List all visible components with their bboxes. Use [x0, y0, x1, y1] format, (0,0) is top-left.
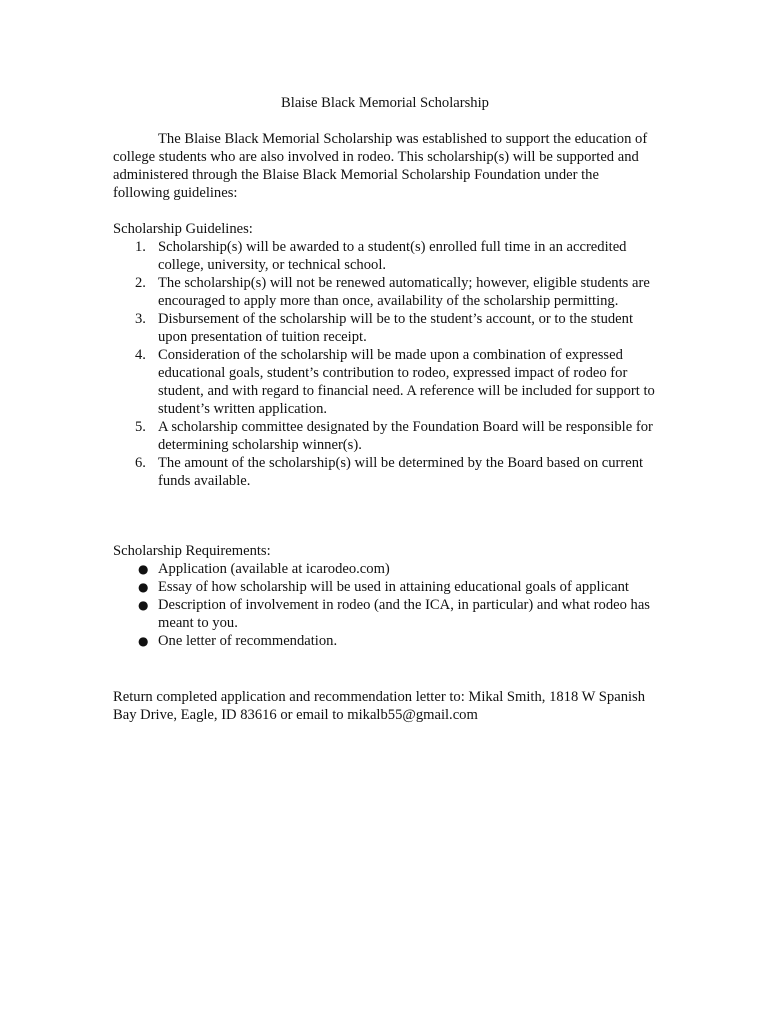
guideline-text: Scholarship(s) will be awarded to a student(s) enrolled full time in an accredited college, university, or technical school. [158, 239, 627, 273]
guideline-item [113, 454, 658, 490]
requirement-text: Description of involvement in rodeo (and the ICA, in particular) and what rodeo has meant to you. [158, 597, 650, 631]
requirement-item [113, 560, 658, 578]
guideline-text: Disbursement of the scholarship will be to the student’s account, or to the student upon presentation of tuition receipt. [158, 311, 634, 345]
requirement-item [113, 596, 658, 632]
guideline-number: 3. [135, 311, 146, 327]
bullet-icon: ● [138, 580, 149, 594]
bullet-icon: ● [138, 562, 149, 576]
guideline-text: The amount of the scholarship(s) will be determined by the Board based on current funds available. [158, 455, 644, 489]
guideline-number: 5. [135, 419, 146, 435]
guideline-item [113, 238, 658, 274]
requirement-item [113, 632, 658, 650]
requirement-text: Essay of how scholarship will be used in attaining educational goals of applicant [158, 579, 629, 595]
guidelines-heading: Scholarship Guidelines: [113, 221, 253, 237]
guideline-text: The scholarship(s) will not be renewed automatically; however, eligible students are encouraged to apply more than once, availability of the scholarship permitting. [158, 275, 650, 309]
requirement-text: One letter of recommendation. [158, 633, 338, 649]
guideline-text: A scholarship committee designated by the Foundation Board will be responsible for determining scholarship winner(s). [158, 419, 653, 453]
guideline-number: 1. [135, 239, 146, 255]
requirement-item [113, 578, 658, 596]
guideline-number: 4. [135, 347, 146, 363]
guideline-number: 2. [135, 275, 146, 291]
intro-paragraph: The Blaise Black Memorial Scholarship was established to support the education of college students who are also involved in rodeo. This scholarship(s) will be supported and administered through the Blaise Black Memorial Scholarship Foundation under the following guidelines: [113, 131, 648, 201]
requirement-text: Application (available at icarodeo.com) [158, 561, 390, 577]
guideline-item [113, 310, 658, 346]
guideline-item [113, 346, 658, 418]
return-instructions: Return completed application and recommendation letter to: Mikal Smith, 1818 W Spanish Bay Drive, Eagle, ID 83616 or email to mikalb55@gmail.com [113, 689, 646, 723]
guideline-number: 6. [135, 455, 146, 471]
bullet-icon: ● [138, 598, 149, 612]
guideline-text: Consideration of the scholarship will be made upon a combination of expressed educational goals, student’s contribution to rodeo, expressed impact of rodeo for student, and with regard to financial need. A reference will be included for support to student’s written application. [158, 347, 655, 417]
requirements-heading: Scholarship Requirements: [113, 543, 271, 559]
guideline-item [113, 274, 658, 310]
bullet-icon: ● [138, 634, 149, 648]
guideline-item [113, 418, 658, 454]
document-title: Blaise Black Memorial Scholarship [281, 95, 489, 111]
requirements-list [113, 560, 658, 650]
guidelines-list [113, 238, 658, 490]
